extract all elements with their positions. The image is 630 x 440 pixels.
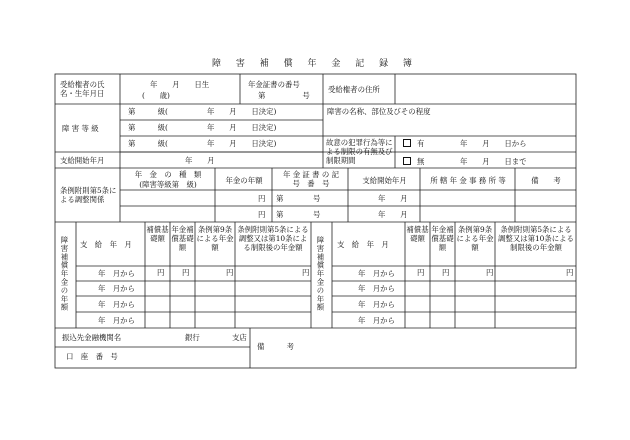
grade-row-1-date: 年 月 日決定) [207, 107, 277, 116]
yen-base-right: 円 [417, 268, 425, 277]
adj-yen-2: 円 [258, 210, 266, 219]
col-cert-number: 年 金 証 書 の 記 号 番 号 [282, 170, 347, 188]
yen-art9-left: 円 [226, 268, 234, 277]
row-from-left-1: 年 月から [98, 269, 135, 278]
col-base-left: 補償基礎額 [146, 225, 169, 243]
account-number-label: 口 座 番 号 [66, 352, 118, 361]
pension-side-label-right: 障害補償年金の年額 [316, 236, 325, 312]
cert-number-value: 第 号 [258, 91, 310, 100]
row-from-right-3: 年 月から [358, 300, 395, 309]
cert-number-label: 年金証書の番号 [248, 80, 300, 89]
col-pension-base-left: 年金補償基礎額 [171, 225, 194, 252]
grade-row-3: 第 級( [128, 139, 168, 148]
yen-pension-base-left: 円 [182, 268, 190, 277]
crime-yes-label: 有 [417, 139, 425, 148]
adj-ym-1: 年 月 [378, 194, 408, 203]
birth-date: 年 月 日生 [150, 80, 210, 89]
col-remarks: 備 考 [531, 176, 561, 185]
checkbox-yes[interactable] [403, 139, 411, 147]
crime-yes-option [403, 139, 424, 148]
bank-institution-label: 振込先金融機関名 [62, 333, 122, 342]
grade-label: 障 害 等 級 [62, 124, 99, 133]
row-from-right-4: 年 月から [358, 316, 395, 325]
recipient-name-label: 受給権者の氏名・生年月日 [60, 80, 105, 98]
col-art9-right: 条例第9条による年金額 [456, 225, 494, 252]
col-pension-type-sub: (障害等級第 級) [139, 180, 197, 189]
adj-cert-2: 第 号 [276, 210, 321, 219]
adjustment-label: 条例附則第5条による調整関係 [60, 186, 117, 204]
yen-base-left: 円 [157, 268, 165, 277]
pension-side-label-left: 障害補償年金の年額 [60, 236, 69, 312]
yen-adjusted-right: 円 [566, 268, 574, 277]
yen-pension-base-right: 円 [442, 268, 450, 277]
col-period-right: 支 給 年 月 [337, 240, 389, 249]
col-art9-left: 条例第9条による年金額 [196, 225, 234, 252]
row-from-left-3: 年 月から [98, 300, 135, 309]
grade-row-2-date: 年 月 日決定) [207, 123, 277, 132]
col-period-left: 支 給 年 月 [80, 240, 132, 249]
adj-ym-2: 年 月 [378, 210, 408, 219]
col-start-month: 支給開始年月 [362, 176, 407, 185]
col-pension-type: 年 金 の 種 類 [134, 170, 202, 179]
crime-limit-label: 故意の犯罪行為等による制限の有無及び制限期間 [326, 138, 393, 165]
injury-label: 障害の名称、部位及びその程度 [327, 107, 431, 116]
grade-row-3-date: 年 月 日決定) [207, 139, 277, 148]
col-adjusted-right: 条例附則第5条による調整又は第10条による制限後の年金額 [498, 225, 574, 252]
grade-row-2: 第 級( [128, 123, 168, 132]
row-from-left-4: 年 月から [98, 316, 135, 325]
payment-start-label: 支給開始年月 [60, 156, 105, 165]
age: ( 歳) [142, 91, 170, 100]
col-office: 所 轄 年 金 事 務 所 等 [430, 176, 506, 185]
adj-cert-1: 第 号 [276, 194, 321, 203]
row-from-right-1: 年 月から [358, 269, 395, 278]
col-pension-base-right: 年金補償基礎額 [431, 225, 454, 252]
col-base-right: 補償基礎額 [406, 225, 429, 243]
crime-no-date: 年 月 日まで [460, 157, 527, 166]
crime-no-label: 無 [417, 157, 425, 166]
crime-no-option [403, 157, 424, 166]
grade-row-1: 第 級( [128, 107, 168, 116]
row-from-left-2: 年 月から [98, 284, 135, 293]
yen-adjusted-left: 円 [302, 268, 310, 277]
row-from-right-2: 年 月から [358, 284, 395, 293]
crime-yes-date: 年 月 日から [460, 139, 527, 148]
bank-word: 銀行 [185, 333, 200, 342]
checkbox-no[interactable] [403, 157, 411, 165]
address-label: 受給権者の住所 [328, 85, 380, 94]
col-adjusted-left: 条例附則第5条による調整又は第10条による制限後の年金額 [237, 225, 309, 252]
bank-remarks-label: 備 考 [257, 342, 294, 351]
payment-start-value: 年 月 [185, 156, 215, 165]
yen-art9-right: 円 [486, 268, 494, 277]
col-annual-amount: 年金の年額 [225, 176, 263, 185]
branch-word: 支店 [232, 333, 247, 342]
page-title: 障 害 補 償 年 金 記 録 簿 [212, 59, 418, 69]
adj-yen-1: 円 [258, 194, 266, 203]
